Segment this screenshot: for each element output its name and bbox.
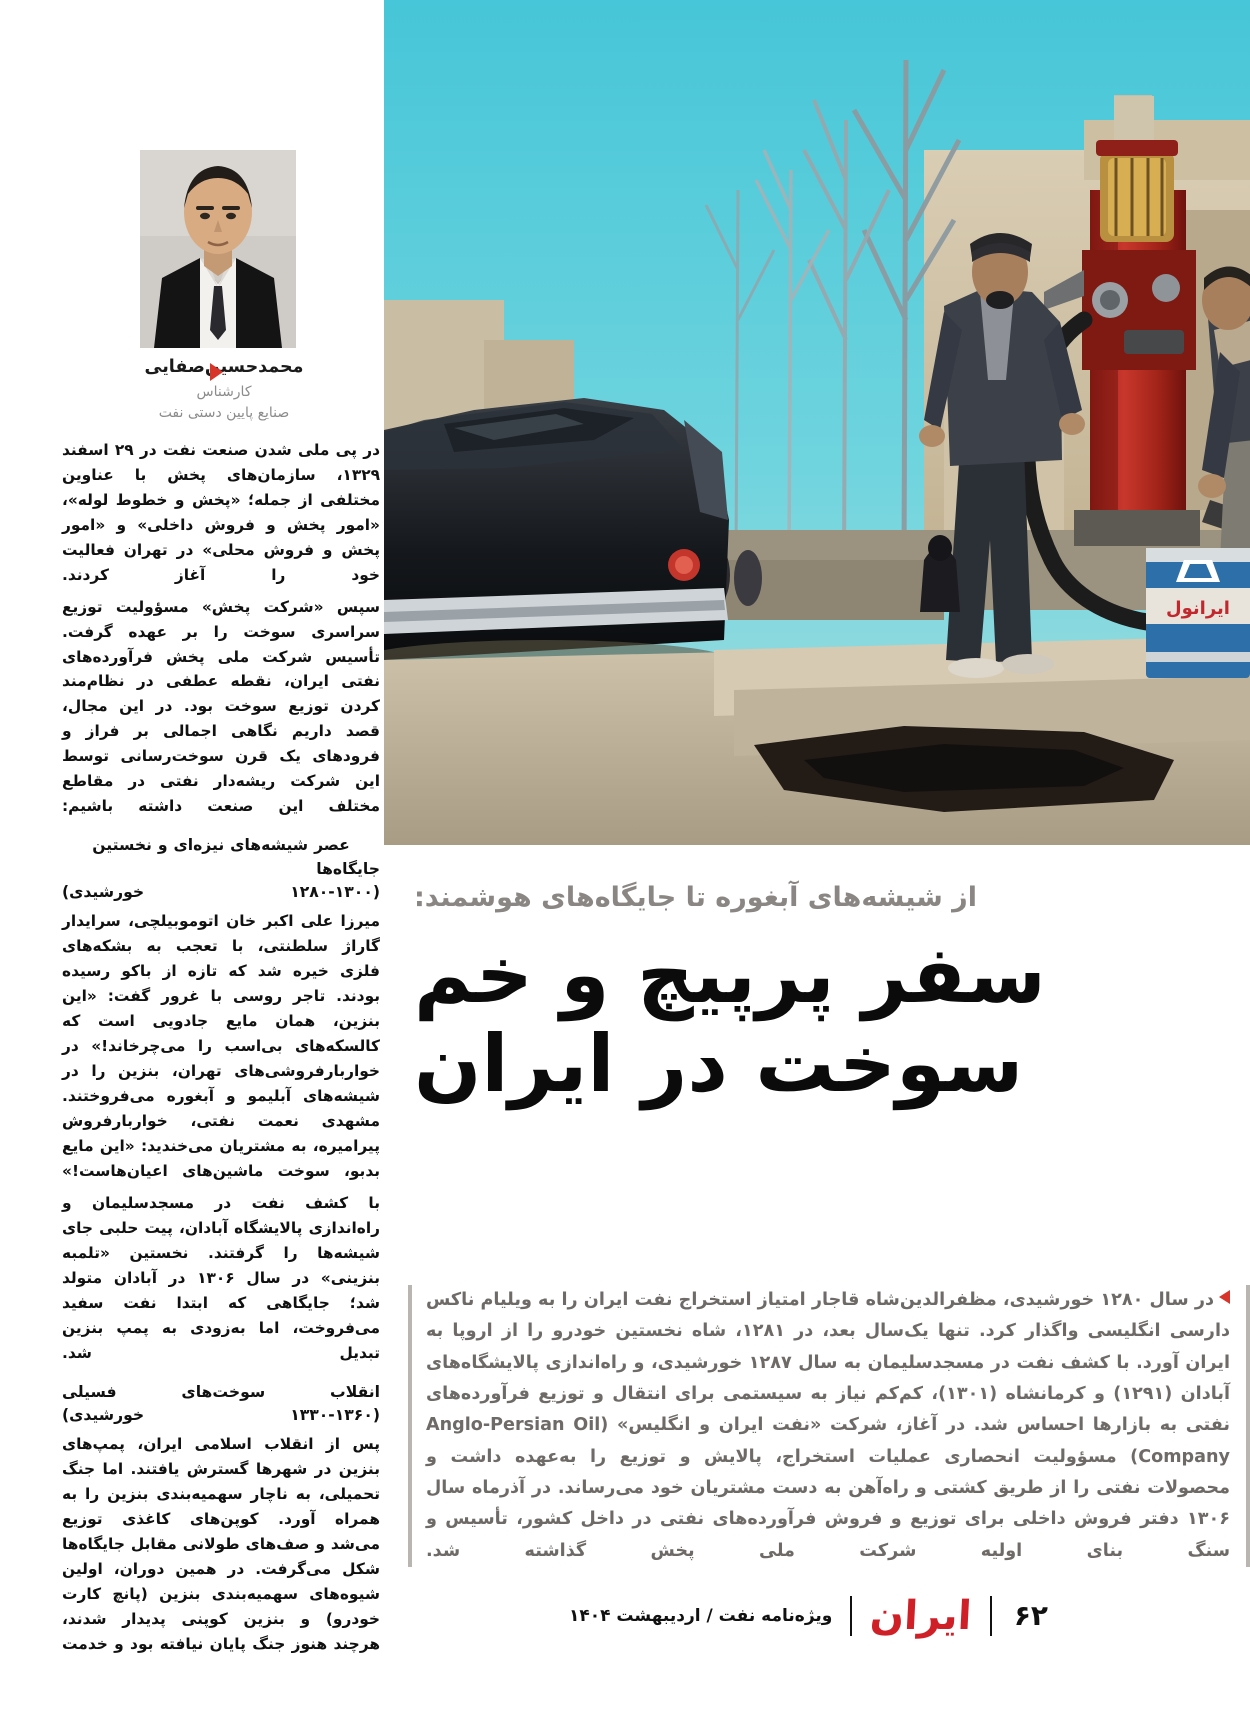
page-title-line2: سوخت در ایران	[414, 1017, 1024, 1110]
hero-photo-gas-station	[384, 0, 1250, 845]
lead-paragraph-box	[408, 1285, 1250, 1567]
author-name: محمدحسین‌صفایی	[144, 357, 304, 377]
section-heading-1-line1: عصر شیشه‌های نیزه‌ای و نخستین جایگاه‌ها	[92, 836, 380, 878]
body-paragraph-3: میرزا علی اکبر خان اتوموبیلچی، سرایدار گاراژ سلطنتی، با تعجب به بشکه‌های فلزی خیره شد که تازه از باکو رسیده بودند. تاجر روسی با غرور گفت: «این بنزین، همان مایع جادویی است که کالسکه‌های بی‌اسب را می‌چرخاند!» در خواربارفروشی‌های تهران، بنزین را در شیشه‌های آبلیمو و آبغوره می‌فروختند. مشهدی نعمت نفتی، خواربارفروش پیرامیره، به مشتریان می‌خندید: «این مایع بدبو، سوخت ماشین‌های اعیان‌هاست!»	[62, 912, 380, 1180]
body-paragraph-5: پس از انقلاب اسلامی ایران، پمپ‌های بنزین در شهرها گسترش یافتند. اما جنگ تحمیلی، به ناچار سهمیه‌بندی بنزین را به همراه آورد. کوپن‌های کاغذی توزیع می‌شد و صف‌های طولانی مقابل جایگاه‌ها شکل می‌گرفت. در همین دوران، اولین شیوه‌های سهمیه‌بندی بنزین (پانچ کارت خودرو) و بنزین کوپنی پدیدار شدند، هرچند هنوز جنگ پایان نیافته بود و خدمت	[62, 1435, 380, 1653]
section-heading-1-line2: (۱۲۸۰-۱۳۰۰ خورشیدی)	[62, 882, 380, 901]
red-triangle-icon	[210, 363, 223, 381]
left-column	[62, 150, 380, 1664]
section-heading-2-line2: (۱۳۳۰-۱۳۶۰ خورشیدی)	[62, 1405, 380, 1424]
body-paragraph-4: با کشف نفت در مسجدسلیمان و راه‌اندازی پالایشگاه آبادان، پیت حلبی جای شیشه‌ها را گرفتند. نخستین «تلمبه بنزینی» در سال ۱۳۰۶ در آبادان متولد شد؛ جایگاهی که ابتدا نفت سفید می‌فروخت، اما به‌زودی به پمپ بنزین تبدیل شد.	[62, 1193, 380, 1362]
hero-illustration	[384, 0, 1250, 845]
publication-logo: ایران	[869, 1593, 974, 1639]
article-kicker: از شیشه‌های آبغوره تا جایگاه‌های هوشمند:	[414, 882, 977, 913]
page-title-line1: سفر پرپیچ و خم	[414, 929, 1046, 1022]
author-role: کارشناس	[196, 383, 252, 400]
vintage-car	[384, 398, 734, 684]
byline	[62, 357, 380, 424]
body-paragraph-1: در پی ملی شدن صنعت نفت در ۲۹ اسفند ۱۳۲۹، سازمان‌های پخش با عناوین مختلفی از جمله؛ «پخش و خطوط لوله»، «امور پخش و فروش داخلی» و «امور پخش و فروش محلی» در تهران فعالیت خود را آغاز کردند.	[62, 440, 380, 584]
section-heading-1	[62, 834, 380, 904]
issue-label: ویژه‌نامه نفت / اردیبهشت ۱۴۰۴	[568, 1605, 833, 1626]
author-role-detail: صنایع پایین دستی نفت	[158, 404, 290, 421]
oil-drum	[1146, 548, 1250, 678]
lead-paragraph-text: در سال ۱۲۸۰ خورشیدی، مظفرالدین‌شاه قاجار امتیاز استخراج نفت ایران را به ویلیام ناکس دارسی انگلیسی واگذار کرد. تنها یک‌سال بعد، در ۱۲۸۱، شاه نخستین خودرو را از اروپا به ایران آورد. با کشف نفت در مسجدسلیمان به سال ۱۲۸۷ خورشیدی، و راه‌اندازی پالایشگاه‌های آبادان (۱۲۹۱) و کرمانشاه (۱۳۰۱)، کم‌کم نیاز به سیستمی برای انتقال و توزیع فرآورده‌های نفتی به بازارها احساس شد. در آغاز، شرکت «نفت ایران و انگلیس» (Anglo-Persian Oil Company) مسؤولیت انحصاری عملیات استخراج، پالایش و توزیع را به‌عهده داشت و محصولات نفتی را از طریق کشتی و راه‌آهن به دست مشتریان خود می‌رساند. در آذرماه سال ۱۳۰۶ دفتر فروش داخلی برای توزیع و فروش فرآورده‌های نفتی در داخل کشور، تأسیس و سنگ بنای اولیه شرکت ملی پخش گذاشته شد.	[426, 1290, 1230, 1561]
red-triangle-icon	[1219, 1290, 1230, 1304]
page-footer	[0, 1593, 1250, 1656]
section-heading-2	[62, 1381, 380, 1428]
article-body	[62, 438, 380, 1657]
page-title	[410, 931, 1250, 1108]
author-portrait-illustration	[140, 150, 296, 348]
headline-block	[410, 880, 1250, 1108]
svg-text:ایرانول: ایرانول	[1166, 598, 1230, 619]
section-heading-2-line1: انقلاب سوخت‌های فسیلی	[62, 1382, 380, 1401]
body-paragraph-2: سپس «شرکت پخش» مسؤولیت توزیع سراسری سوخت را بر عهده گرفت. تأسیس شرکت ملی پخش فرآورده‌های نفتی ایران، نقطه عطفی در نظام‌مند کردن توزیع سوخت بود. در این مجال، قصد داریم نگاهی اجمالی بر فراز و فرود‌های یک قرن سوخت‌رسانی توسط این شرکت ریشه‌دار نفتی در مقاطع مختلف این صنعت داشته باشیم:	[62, 597, 380, 816]
author-photo	[140, 150, 296, 348]
page-number: ۶۲	[1013, 1599, 1048, 1632]
